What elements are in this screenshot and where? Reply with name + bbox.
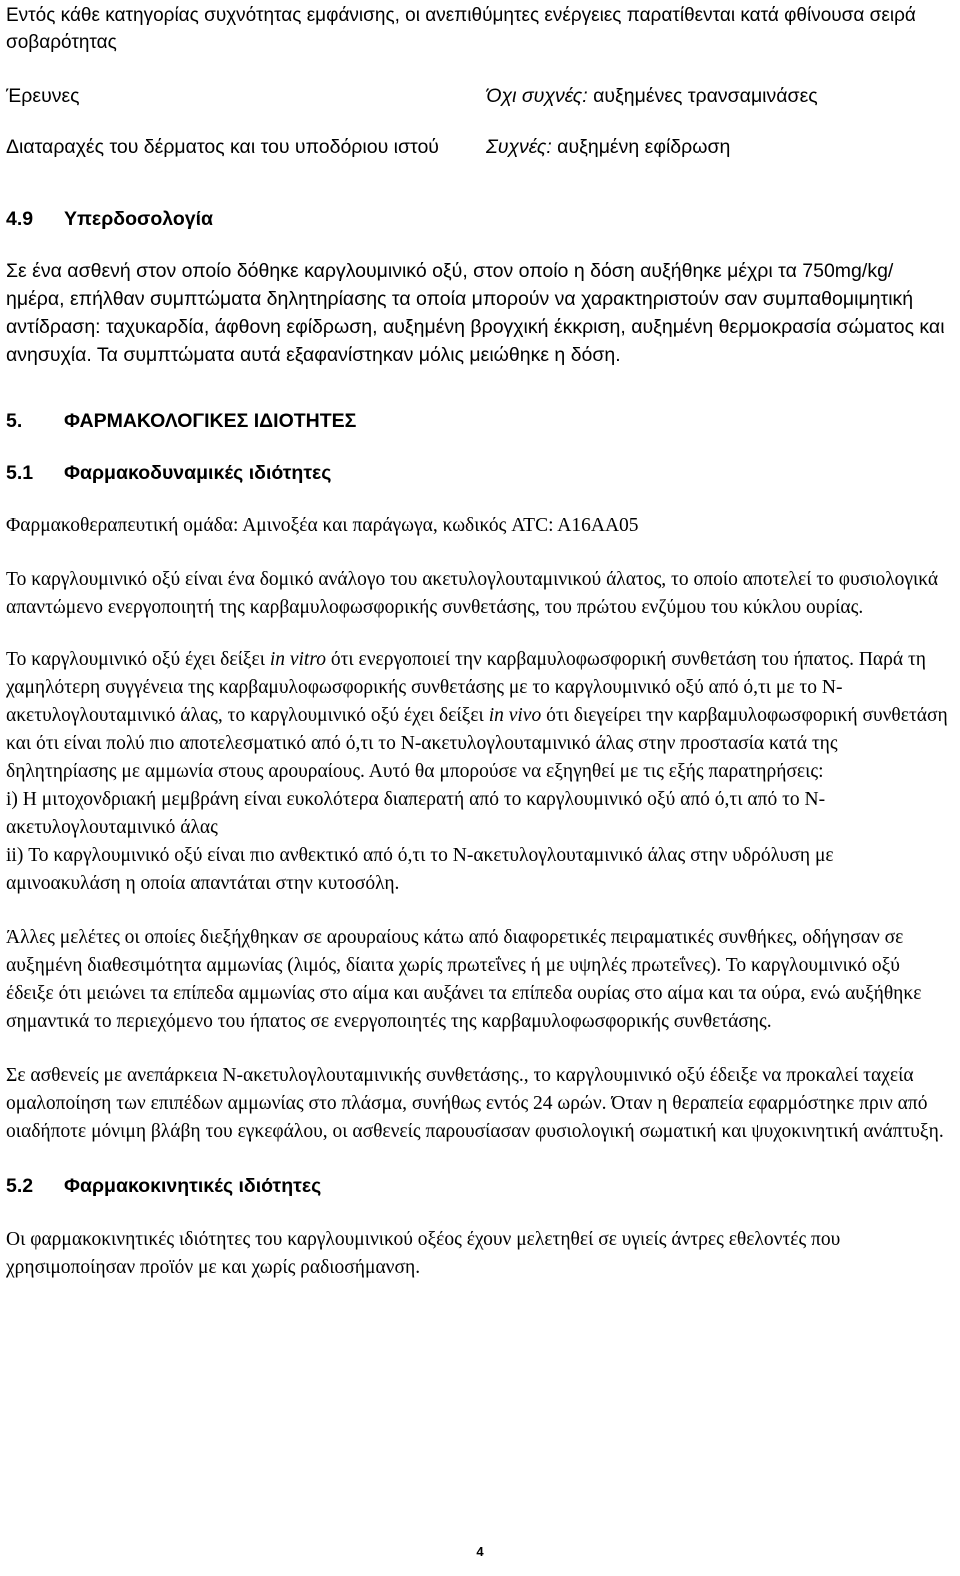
section-title: Υπερδοσολογία (64, 208, 214, 230)
paragraph: Άλλες μελέτες οι οποίες διεξήχθηκαν σε αρουραίους κάτω από διαφορετικές πειραματικές συνθήκες, οδήγησαν σε αυξημένη διαθεσιμότητα αμμωνίας (λιμός, δίαιτα χωρίς πρωτεΐνες ή με υψηλές πρωτεΐνες). Το καργλουμινικό οξύ έδειξε ότι μειώνει τα επίπεδα αμμωνίας στο αίμα και αυξάνει τα επίπεδα ουρίας στο αίμα και τα ούρα, ενώ αυξήθηκε σημαντικά το περιεχόμενο του ήπατος σε ενεργοποιητές της καρβαμυλοφωσφορικής συνθετάσης. (6, 927, 922, 1032)
section-number: 5.2 (6, 1175, 34, 1197)
section-heading-5-1 (6, 459, 950, 487)
text-run: ότι ενεργοποιεί την καρβαμυλοφωσφορική συνθετάση του ήπατος. Παρά τη χαμηλότερη συγγένεια της καρβαμυλοφωσφορικής συνθετάσης με το καργλουμινικό οξύ από ό,τι με το N-ακετυλογλουταμινικό άλας, το καργλουμινικό οξύ έχει δείξει (6, 649, 926, 726)
overdose-paragraph: Σε ένα ασθενή στον οποίο δόθηκε καργλουμινικό οξύ, στον οποίο η δόση αυξήθηκε μέχρι τα 750mg/kg/ημέρα, επήλθαν συμπτώματα δηλητηρίασης τα οποία μπορούν να χαρακτηριστούν σαν συμπαθομιμητική αντίδραση: ταχυκαρδία, άφθονη εφίδρωση, αυξημένη βρογχική έκκριση, αυξημένη θερμοκρασία σώματος και ανησυχία. Τα συμπτώματα αυτά εξαφανίστηκαν μόλις μειώθηκε η δόση. (6, 260, 945, 366)
latin-term: in vivo (488, 705, 542, 726)
effect-text: αυξημένες τρανσαμινάσες (587, 85, 818, 107)
soc-category: Έρευνες (6, 85, 80, 107)
page-number: 4 (476, 1544, 484, 1559)
effect-text: αυξημένη εφίδρωση (551, 136, 731, 158)
section-title: Φαρμακοδυναμικές ιδιότητες (64, 462, 332, 484)
section-number: 4.9 (6, 208, 34, 230)
list-item: ii) Το καργλουμινικό οξύ είναι πιο ανθεκτικό από ό,τι το N-ακετυλογλουταμινικό άλας στην υδρόλυση με αμινοακυλάση η οποία απαντάται στην κυτοσόλη. (6, 845, 834, 894)
section-title: ΦΑΡΜΑΚΟΛΟΓΙΚΕΣ ΙΔΙΟΤΗΤΕΣ (64, 410, 357, 432)
table-row (6, 133, 950, 161)
section-number: 5. (6, 410, 23, 432)
section-heading-5 (6, 407, 950, 435)
frequency-label: Συχνές: (486, 136, 552, 158)
paragraph: Σε ασθενείς με ανεπάρκεια N-ακετυλογλουταμινικής συνθετάσης., το καργλουμινικό οξύ έδειξε να προκαλεί ταχεία ομαλοποίηση των επιπέδων αμμωνίας στο πλάσμα, συνήθως εντός 24 ωρών. Όταν η θεραπεία εφαρμόστηκε πριν από οιαδήποτε μόνιμη βλάβη του εγκεφάλου, οι ασθενείς παρουσίασαν φυσιολογική σωματική και ψυχοκινητική ανάπτυξη. (6, 1065, 944, 1142)
paragraph (6, 646, 950, 786)
section-title: Φαρμακοκινητικές ιδιότητες (64, 1175, 322, 1197)
pharmacotherapeutic-group: Φαρμακοθεραπευτική ομάδα: Αμινοξέα και παράγωγα, κωδικός ATC: A16AA05 (6, 515, 639, 536)
frequency-intro: Εντός κάθε κατηγορίας συχνότητας εμφάνισης, οι ανεπιθύμητες ενέργειες παρατίθενται κατά φθίνουσα σειρά σοβαρότητας (6, 5, 916, 53)
text-run: ότι διεγείρει την καρβαμυλοφωσφορική συνθετάση και ότι είναι πολύ πιο αποτελεσματικό από ό,τι το N-ακετυλογλουταμινικό άλας στην προστασία κατά της δηλητηρίασης με αμμωνία στους αρουραίους. Αυτό θα μπορούσε να εξηγηθεί με τις εξής παρατηρήσεις: (6, 705, 948, 782)
list-item: i) Η μιτοχονδριακή μεμβράνη είναι ευκολότερα διαπερατή από το καργλουμινικό οξύ από ό,τι από το N-ακετυλογλουταμινικό άλας (6, 789, 826, 838)
section-number: 5.1 (6, 462, 34, 484)
paragraph: Το καργλουμινικό οξύ είναι ένα δομικό ανάλογο του ακετυλογλουταμινικού άλατος, το οποίο αποτελεί το φυσιολογικά απαντώμενο ενεργοποιητή της καρβαμυλοφωσφορικής συνθετάσης, του πρώτου ενζύμου του κύκλου ουρίας. (6, 569, 939, 618)
frequency-label: Όχι συχνές: (486, 85, 588, 107)
mechanism-block (6, 646, 950, 898)
table-row (6, 82, 950, 110)
adverse-effect (486, 82, 950, 110)
text-run: Το καργλουμινικό οξύ έχει δείξει (6, 649, 270, 670)
section-heading-5-2 (6, 1172, 950, 1200)
soc-category: Διαταραχές του δέρματος και του υποδόριου ιστού (6, 136, 439, 158)
section-heading-4-9 (6, 205, 950, 233)
adverse-effect (486, 133, 950, 161)
latin-term: in vitro (269, 649, 326, 670)
paragraph: Οι φαρμακοκινητικές ιδιότητες του καργλουμινικού οξέος έχουν μελετηθεί σε υγιείς άντρες εθελοντές που χρησιμοποίησαν προϊόν με και χωρίς ραδιοσήμανση. (6, 1229, 841, 1278)
document-page (6, 0, 950, 1282)
